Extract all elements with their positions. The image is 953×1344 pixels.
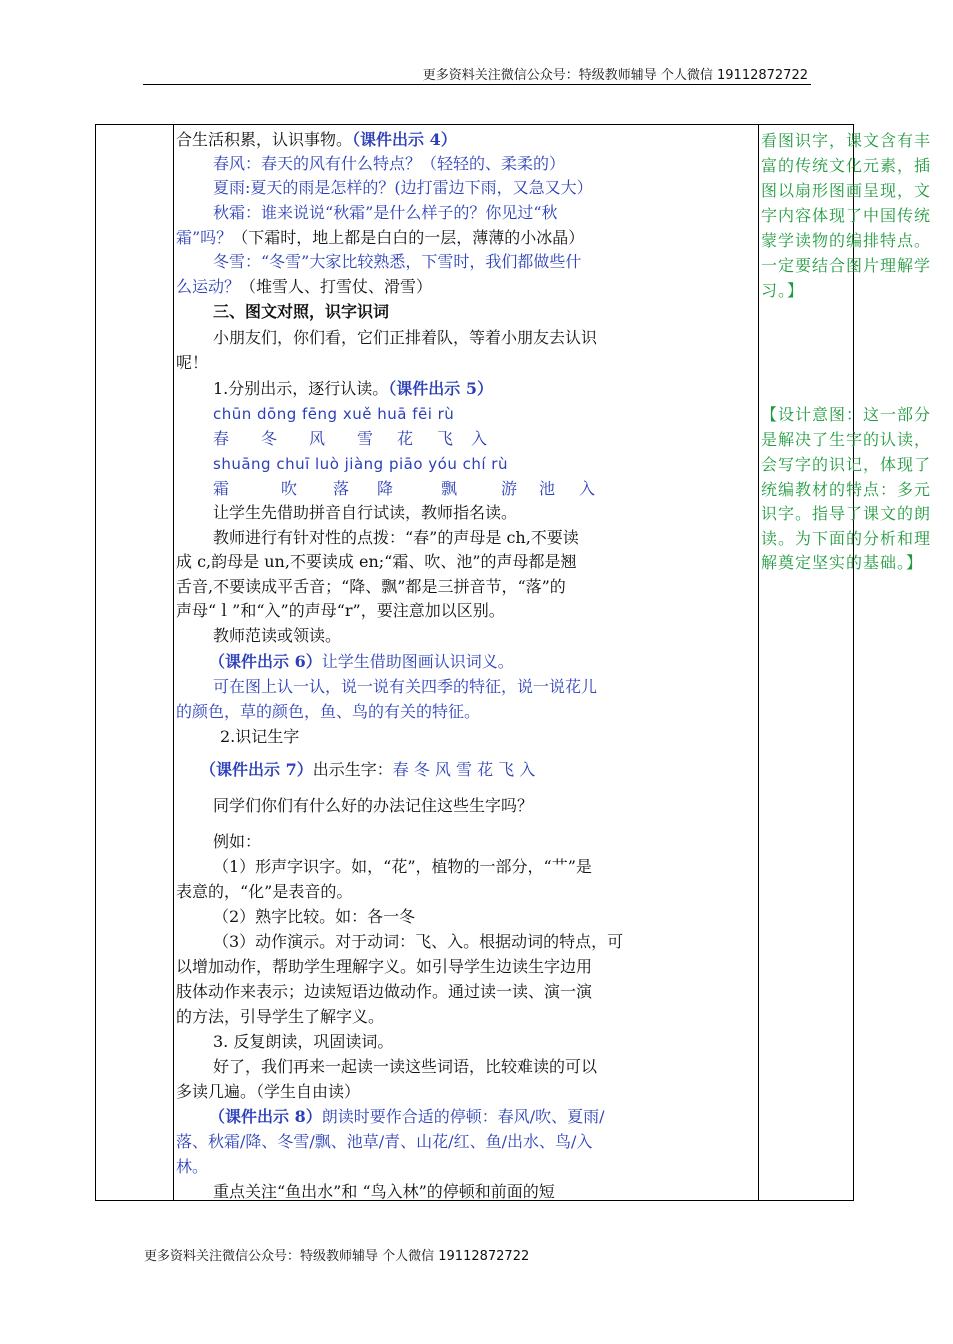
note-line: 图以扇形图画呈现，文 bbox=[761, 181, 932, 200]
line-41: 林。 bbox=[176, 1157, 209, 1176]
char: 霜 bbox=[213, 479, 230, 498]
line-10: 呢！ bbox=[176, 353, 209, 372]
left-column bbox=[96, 125, 174, 1200]
line-34: 肢体动作来表示；边读短语边做动作。通过读一读、演一演 bbox=[176, 982, 593, 1001]
line-3: 夏雨:夏天的雨是怎样的？(边打雷边下雨，又急又大） bbox=[213, 178, 593, 197]
char: 入 bbox=[579, 479, 596, 498]
header-rule bbox=[143, 84, 811, 85]
char: 降 bbox=[377, 479, 394, 498]
line-33: 以增加动作，帮助学生理解字义。如引导学生边读生字边用 bbox=[176, 957, 593, 976]
note-line: 统编教材的特点：多元 bbox=[761, 480, 932, 499]
line-21: 教师范读或领读。 bbox=[213, 626, 342, 645]
note-line: 字内容体现了中国传统 bbox=[761, 206, 932, 225]
line-42: 重点关注“鱼出水”和 “鸟入林”的停顿和前面的短 bbox=[213, 1182, 555, 1201]
line-4: 秋霜：谁来说说“秋霜”是什么样子的？你见过“秋 bbox=[213, 203, 558, 222]
line-40: 落、秋霜/降、冬雪/飘、池草/青、山花/红、鱼/出水、鸟/入 bbox=[176, 1132, 593, 1151]
char: 池 bbox=[539, 479, 556, 498]
line-26: （课件出示 7）出示生字：春 冬 风 雪 花 飞 入 bbox=[200, 760, 536, 779]
char: 冬 bbox=[261, 429, 278, 448]
char: 雪 bbox=[357, 429, 374, 448]
line-23: 可在图上认一认，说一说有关四季的特征，说一说花儿 bbox=[213, 677, 598, 696]
line-1: 合生活积累，认识事物。（课件出示 4） bbox=[176, 130, 457, 149]
note-line: 解奠定坚实的基础。】 bbox=[761, 553, 924, 572]
notes-column bbox=[759, 125, 932, 1200]
line-18: 成 c,韵母是 un,不要读成 en;“霜、吹、池”的声母都是翘 bbox=[176, 552, 577, 571]
char: 飘 bbox=[441, 479, 458, 498]
line-29: （1）形声字识字。如，“花”，植物的一部分，“艹”是 bbox=[213, 857, 592, 876]
line-5: 霜”吗？（下霜时，地上都是白白的一层，薄薄的小冰晶） bbox=[176, 228, 585, 247]
char: 游 bbox=[501, 479, 518, 498]
line-11: 1.分别出示，逐行认读。（课件出示 5） bbox=[213, 379, 493, 398]
note-line: 识字。指导了课文的朗 bbox=[761, 504, 932, 523]
pinyin-row-2: shuāng chuī luò jiàng piāo yóu chí rù bbox=[213, 455, 508, 473]
char: 花 bbox=[397, 429, 414, 448]
note-line: 会写字的识记，体现了 bbox=[761, 455, 932, 474]
line-16: 让学生先借助拼音自行试读，教师指名读。 bbox=[213, 503, 518, 522]
chars-row-2 bbox=[176, 477, 700, 501]
note-line: 看图识字，课文含有丰 bbox=[761, 131, 932, 150]
page-header: 更多资料关注微信公众号：特级教师辅导 个人微信 19112872722 bbox=[422, 68, 808, 83]
line-38: 多读几遍。（学生自由读） bbox=[176, 1082, 361, 1101]
section-heading: 三、图文对照，识字识词 bbox=[213, 302, 390, 321]
char: 入 bbox=[471, 429, 488, 448]
note-line: 【设计意图：这一部分 bbox=[761, 405, 932, 424]
line-37: 好了，我们再来一起读一读这些词语，比较难读的可以 bbox=[213, 1057, 598, 1076]
note-line: 是解决了生字的认读， bbox=[761, 430, 932, 449]
line-24: 的颜色，草的颜色，鱼、鸟的有关的特征。 bbox=[176, 702, 481, 721]
char: 吹 bbox=[281, 479, 298, 498]
line-20: 声母“ｌ”和“入”的声母“r”，要注意加以区别。 bbox=[176, 601, 505, 620]
page-footer: 更多资料关注微信公众号：特级教师辅导 个人微信 19112872722 bbox=[144, 1249, 530, 1264]
line-7: 么运动？（堆雪人、打雪仗、滑雪） bbox=[176, 277, 433, 296]
line-22: （课件出示 6）让学生借助图画认识词义。 bbox=[209, 652, 514, 671]
line-17: 教师进行有针对性的点拨：“春”的声母是 ch,不要读 bbox=[213, 528, 579, 547]
note-line: 富的传统文化元素，插 bbox=[761, 156, 932, 175]
line-19: 舌音,不要读成平舌音；“降、飘”都是三拼音节，“落”的 bbox=[176, 577, 566, 596]
char: 春 bbox=[213, 429, 230, 448]
line-30: 表意的，“化”是表音的。 bbox=[176, 882, 353, 901]
line-6: 冬雪：“冬雪”大家比较熟悉，下雪时，我们都做些什 bbox=[213, 252, 582, 271]
note-line: 读。为下面的分析和理 bbox=[761, 529, 932, 548]
line-32: （3）动作演示。对于动词：飞、入。根据动词的特点，可 bbox=[213, 932, 624, 951]
pinyin-row-1: chūn dōng fēng xuě huā fēi rù bbox=[213, 405, 455, 423]
char: 风 bbox=[309, 429, 326, 448]
line-2: 春风：春天的风有什么特点？（轻轻的、柔柔的） bbox=[213, 154, 566, 173]
main-column bbox=[174, 125, 759, 1200]
line-28: 例如： bbox=[213, 832, 262, 851]
chars-row-1 bbox=[176, 427, 700, 451]
line-31: （2）熟字比较。如：各一冬 bbox=[213, 907, 416, 926]
line-35: 的方法，引导学生了解字义。 bbox=[176, 1007, 385, 1026]
lesson-table bbox=[95, 124, 932, 1201]
note-line: 习。】 bbox=[761, 281, 805, 300]
line-25: 2.识记生字 bbox=[220, 727, 300, 746]
line-39: （课件出示 8）朗读时要作合适的停顿：春风/吹、夏雨/ bbox=[209, 1107, 605, 1126]
char: 飞 bbox=[437, 429, 454, 448]
char: 落 bbox=[333, 479, 350, 498]
note-line: 一定要结合图片理解学 bbox=[761, 256, 932, 275]
note-line: 蒙学读物的编排特点。 bbox=[761, 231, 932, 250]
line-9: 小朋友们，你们看，它们正排着队，等着小朋友去认识 bbox=[213, 328, 598, 347]
line-27: 同学们你们有什么好的办法记住这些生字吗？ bbox=[213, 796, 534, 815]
line-36: 3. 反复朗读，巩固读词。 bbox=[213, 1032, 394, 1051]
